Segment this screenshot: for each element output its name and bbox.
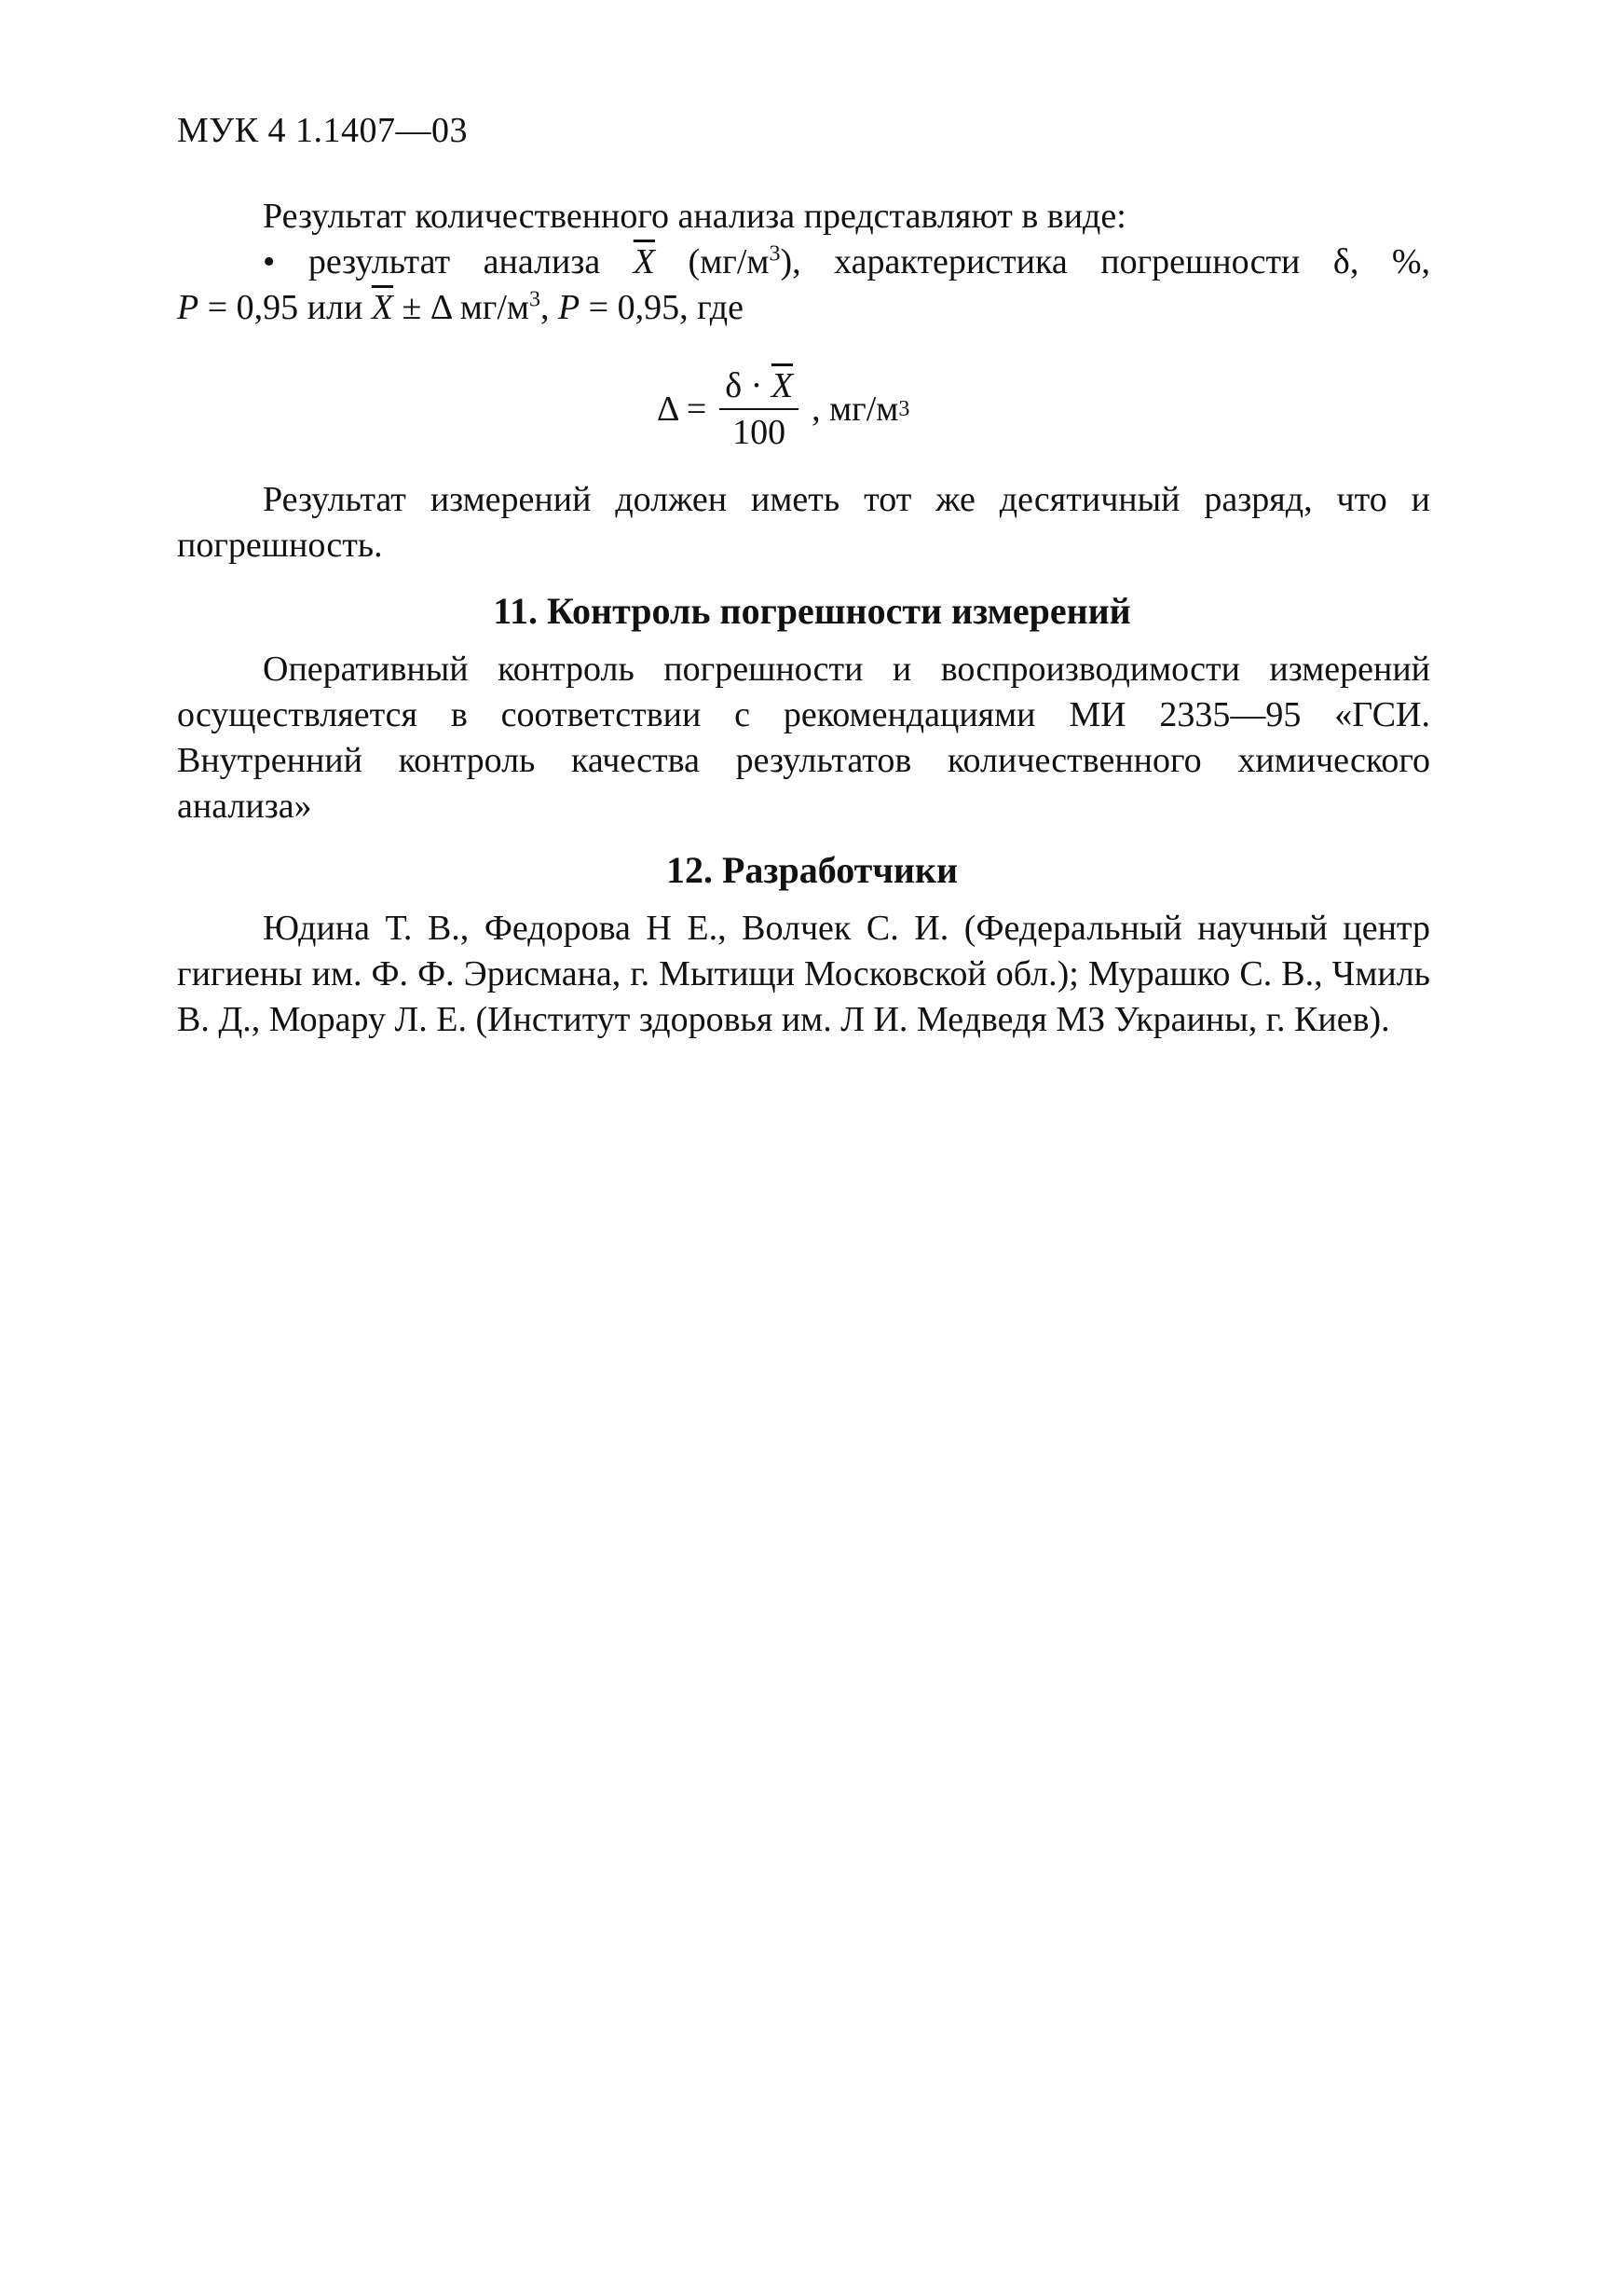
- x-mean-symbol: $\overline{X}$: [633, 242, 655, 281]
- result-intro: Результат количественного анализа представляют в виде:: [263, 197, 1126, 236]
- section-12-title: 12. Разработчики: [665, 849, 959, 891]
- result-bullet-line: • результат анализа $\overline{X}$ $(мг/м^3)$, характеристика погрешности δ, %,: [263, 241, 1431, 281]
- section-12-text: Юдина Т. В., Федорова Н Е., Волчек С. И. (Федеральный научный центр гигиены им. Ф. Ф. Эрисмана, г. Мытищи Московской обл.); Мурашко С. В., Чмиль В. Д., Морару Л. Е. (Институт здоровья им. Л И. Медведя МЗ Украины, г. Киев).: [177, 909, 1430, 1039]
- delta-fraction: $\frac{\delta \cdot \overline{X}}{100}$: [719, 365, 798, 453]
- result-block: [177, 194, 1430, 331]
- decimal-note: Результат измерений должен иметь тот же десятичный разряд, что и погрешность.: [177, 480, 1430, 565]
- document-code-header: МУК 4 1.1407—03: [177, 111, 469, 150]
- section-11-title: 11. Контроль погрешности измерений: [493, 590, 1131, 632]
- delta-formula: Δ = $\frac{\delta \cdot \overline{X}}{100}$ , мг/м 3: [657, 366, 910, 452]
- result-probability-line: P = 0,95 или $\overline{X} \pm \Delta$ $мг/м^3$, P = 0,95, где: [177, 287, 744, 327]
- section-11-text: Оперативный контроль погрешности и воспроизводимости измерений осуществляется в соответствии с рекомендациями МИ 2335—95 «ГСИ. Внутренний контроль качества результатов количественного химического анализа»: [177, 650, 1430, 826]
